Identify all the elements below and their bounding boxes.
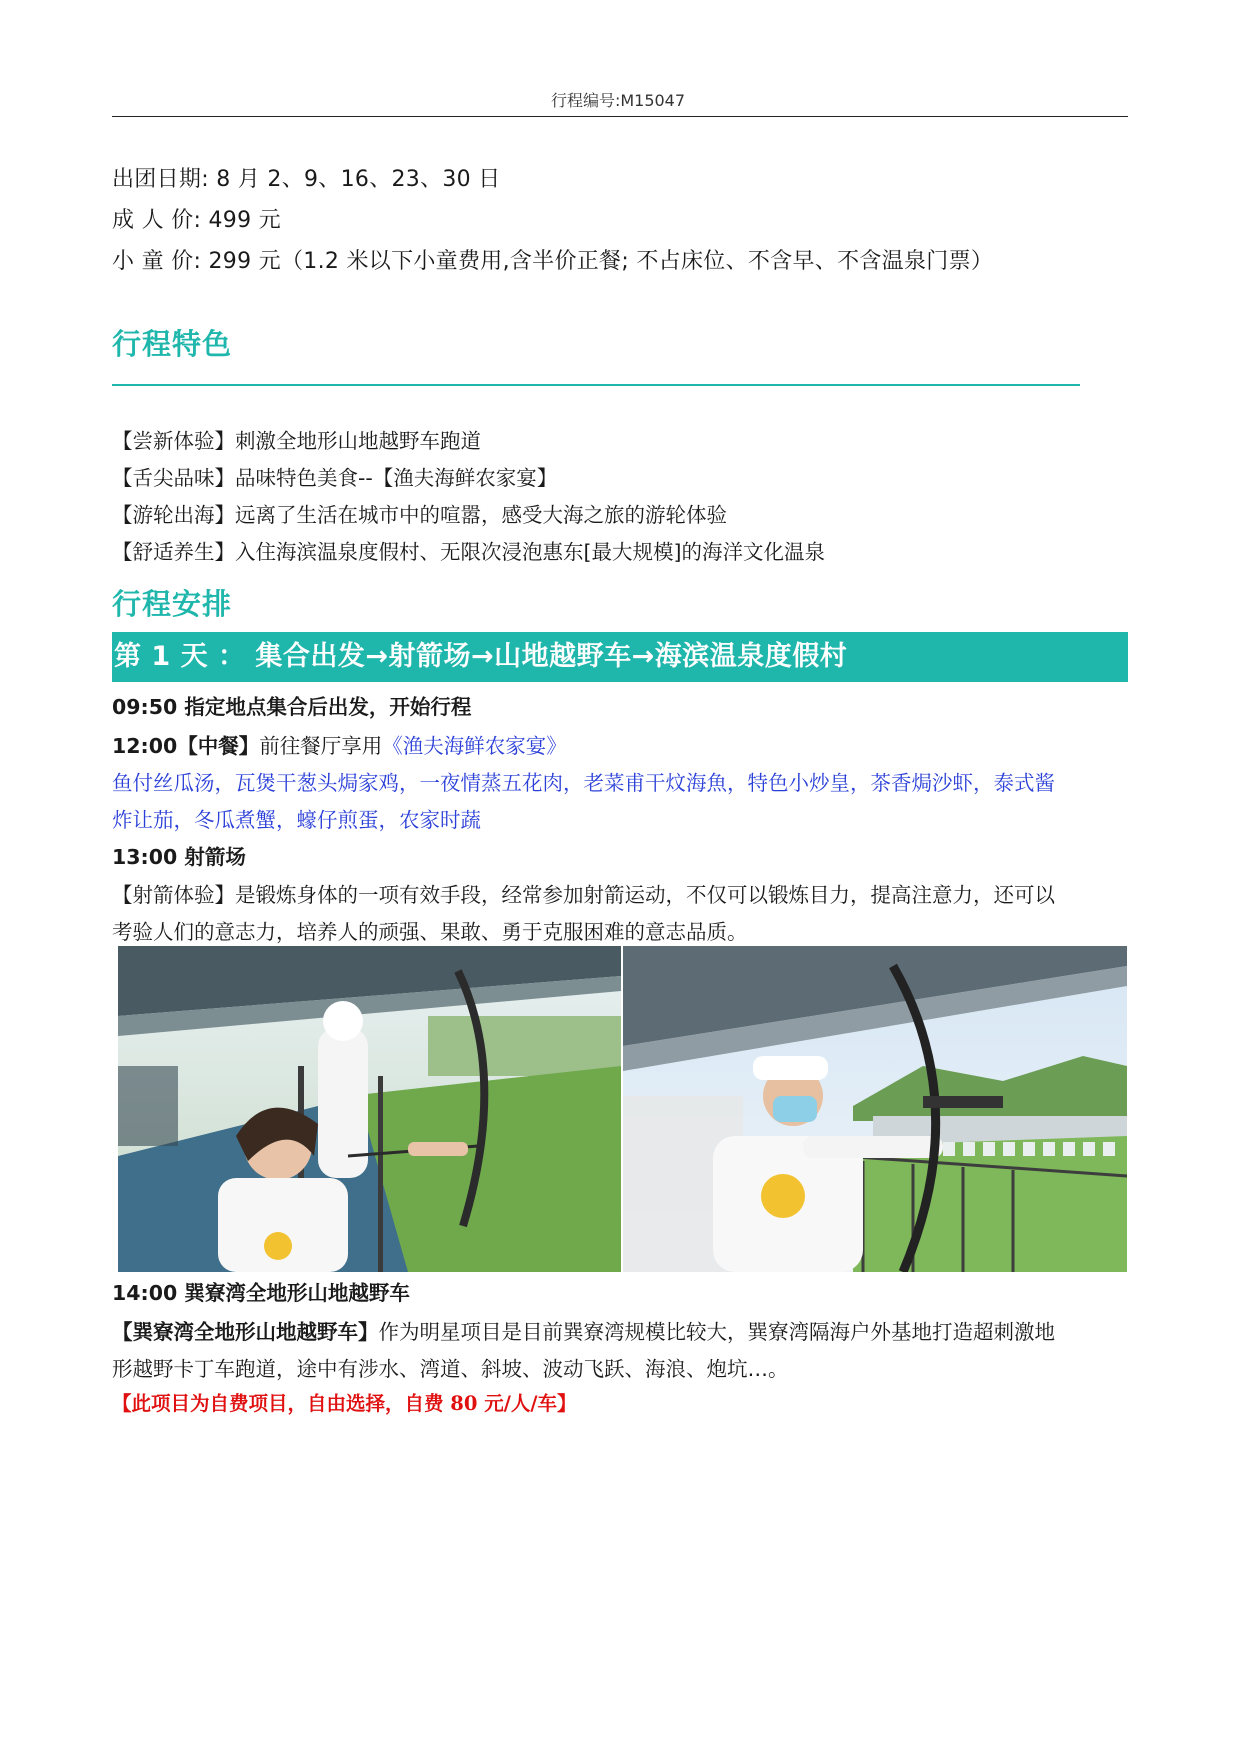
adult-price (112, 203, 281, 234)
day1-banner: 第 1 天 ： 集合出发→射箭场→山地越野车→海滨温泉度假村 (112, 632, 1128, 682)
atv-line-2: 形越野卡丁车跑道，途中有涉水、湾道、斜坡、波动飞跃、海浪、炮坑…。 (112, 1357, 789, 1381)
time-1300: 13:00 射箭场 (112, 845, 246, 869)
atv-text-1: 作为明星项目是目前巽寮湾规模比较大，巽寮湾隔海户外基地打造超刺激地 (378, 1320, 1055, 1344)
features-divider (112, 384, 1080, 386)
feature-item (112, 498, 727, 528)
time-1400: 14:00 巽寮湾全地形山地越野车 (112, 1281, 410, 1305)
feature-item (112, 424, 481, 454)
child-price (112, 244, 993, 275)
menu-line-2: 炸让茄，冬瓜煮蟹，蠔仔煎蛋，农家时蔬 (112, 808, 481, 832)
atv-line-1 (112, 1315, 1055, 1345)
departure-dates-value: 8 月 2、9、16、23、30 日 (216, 167, 501, 192)
lunch-text: 前往餐厅享用 (259, 734, 383, 758)
adult-price-value: 499 元 (208, 208, 281, 233)
departure-dates (112, 162, 501, 193)
feature-tag: 【游轮出海】 (112, 503, 235, 527)
archery-text-1: 是锻炼身体的一项有效手段，经常参加射箭运动，不仅可以锻炼目力，提高注意力，还可以 (235, 883, 1055, 907)
feature-tag: 【舒适养生】 (112, 540, 235, 564)
feature-item (112, 461, 557, 491)
atv-tag: 【巽寮湾全地形山地越野车】 (112, 1320, 379, 1344)
lunch-label: 12:00【中餐】 (112, 734, 260, 758)
archery-line-1 (112, 878, 1055, 908)
feature-tag: 【舌尖品味】 (112, 466, 235, 490)
feature-text: 品味特色美食--【渔夫海鲜农家宴】 (235, 466, 558, 490)
itinerary-code: 行程编号:M15047 (550, 91, 686, 110)
archery-line-2: 考验人们的意志力，培养人的顽强、果敢、勇于克服困难的意志品质。 (112, 920, 748, 944)
adult-price-label: 成 人 价: (112, 208, 202, 233)
header-divider (112, 116, 1128, 117)
atv-fee-note: 【此项目为自费项目，自由选择，自费 80 元/人/车】 (112, 1392, 577, 1415)
menu-line-1: 鱼付丝瓜汤，瓦煲干葱头焗家鸡，一夜情蒸五花肉，老菜甫干炆海魚，特色小炒皇，茶香焗沙虾，泰式酱 (112, 771, 1055, 795)
feature-tag: 【尝新体验】 (112, 429, 235, 453)
feature-text: 刺激全地形山地越野车跑道 (235, 429, 481, 453)
lunch-line (112, 729, 567, 759)
feature-text: 入住海滨温泉度假村、无限次浸泡惠东[最大规模]的海洋文化温泉 (235, 540, 825, 564)
feature-text: 远离了生活在城市中的喧嚣，感受大海之旅的游轮体验 (235, 503, 727, 527)
archery-photo-left (118, 946, 621, 1272)
archery-photo-right (623, 946, 1127, 1272)
feature-item (112, 535, 825, 565)
lunch-name: 《渔夫海鲜农家宴》 (382, 734, 567, 758)
child-price-label: 小 童 价: (112, 249, 202, 274)
time-0950: 09:50 指定地点集合后出发，开始行程 (112, 695, 472, 719)
child-price-value: 299 元（1.2 米以下小童费用,含半价正餐; 不占床位、不含早、不含温泉门票） (208, 249, 994, 274)
schedule-title: 行程安排 (112, 587, 233, 621)
archery-tag: 【射箭体验】 (112, 883, 235, 907)
departure-dates-label: 出团日期: (112, 167, 209, 192)
features-title: 行程特色 (112, 327, 233, 361)
